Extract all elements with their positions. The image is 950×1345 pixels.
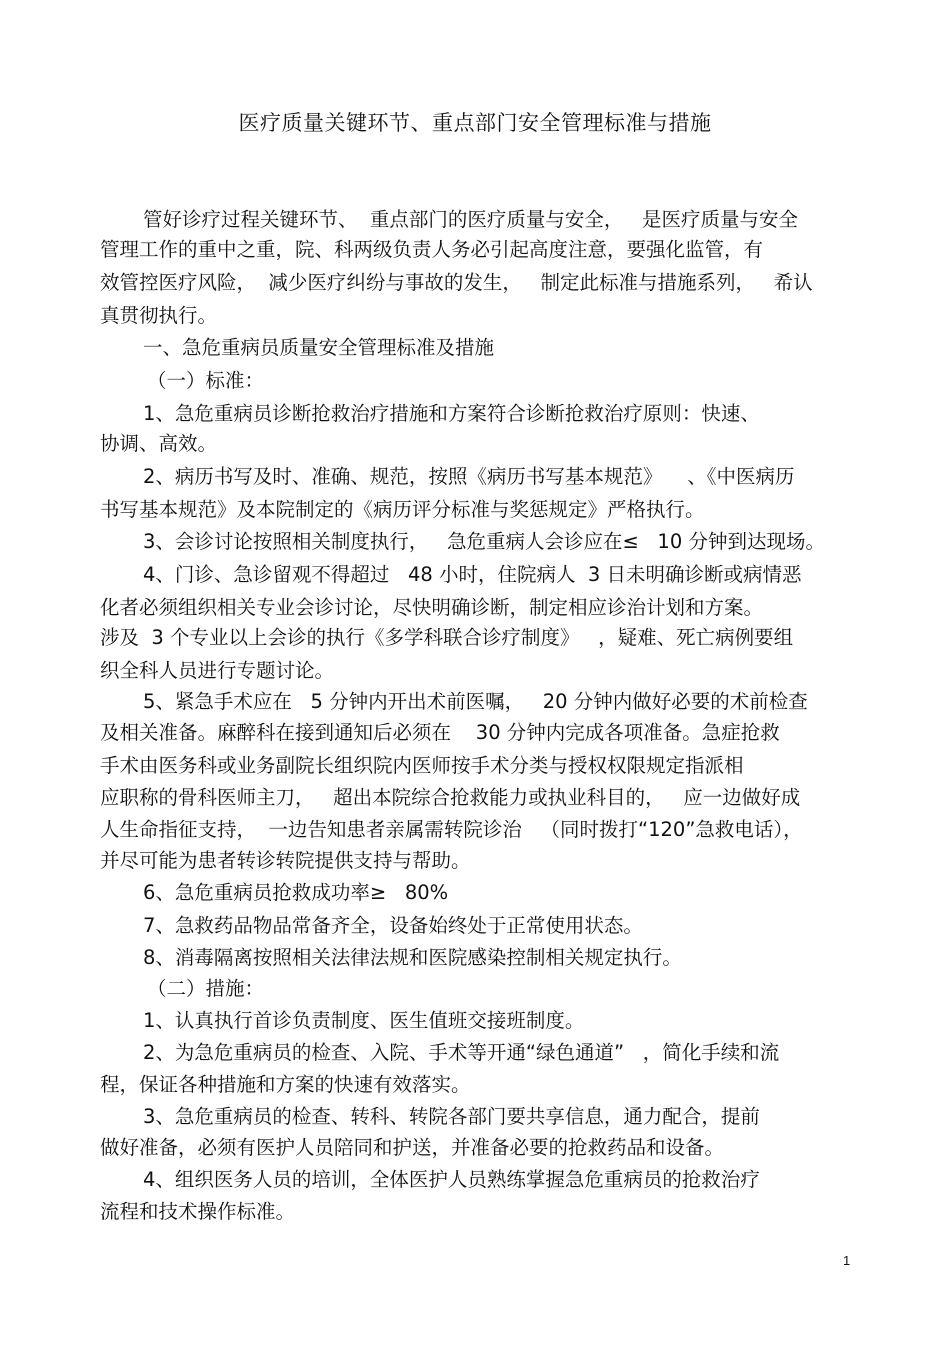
list-item-continuation: 程，保证各种措施和方案的快速有效落实。 — [100, 1073, 471, 1096]
list-item: 5、紧急手术应在 5 分钟内开出术前医嘱， 20 分钟内做好必要的术前检查 — [143, 690, 808, 713]
list-item-continuation: 手术由医务科或业务副院长组织院内医师按手术分类与授权权限规定指派相 — [100, 754, 744, 777]
page-number: 1 — [843, 1253, 851, 1268]
list-item-continuation: 及相关准备。麻醉科在接到通知后必须在 30 分钟内完成各项准备。急症抢救 — [100, 721, 780, 744]
list-item-continuation: 化者必须组织相关专业会诊讨论，尽快明确诊断，制定相应诊治计划和方案。 — [100, 596, 764, 619]
list-item-continuation: 并尽可能为患者转诊转院提供支持与帮助。 — [100, 849, 471, 872]
paragraph-line: 真贯彻执行。 — [100, 304, 218, 327]
list-item: 6、急危重病员抢救成功率≥ 80% — [143, 881, 449, 904]
list-item-continuation: 协调、高效。 — [100, 432, 218, 455]
list-item: 8、消毒隔离按照相关法律法规和医院感染控制相关规定执行。 — [143, 946, 682, 969]
list-item-continuation: 流程和技术操作标准。 — [100, 1200, 296, 1223]
list-item: 1、认真执行首诊负责制度、医生值班交接班制度。 — [143, 1009, 585, 1032]
list-item-continuation: 涉及 3 个专业以上会诊的执行《多学科联合诊疗制度》 ，疑难、死亡病例要组 — [100, 626, 794, 649]
section-heading: 一、急危重病员质量安全管理标准及措施 — [143, 336, 495, 359]
subsection-heading: （二）措施： — [147, 977, 265, 1000]
list-item: 3、急危重病员的检查、转科、转院各部门要共享信息，通力配合，提前 — [143, 1105, 760, 1128]
document-title: 医疗质量关键环节、重点部门安全管理标准与措施 — [238, 111, 712, 135]
list-item: 4、门诊、急诊留观不得超过 48 小时，住院病人 3 日未明确诊断或病情恶 — [143, 563, 802, 586]
list-item-continuation: 应职称的骨科医师主刀， 超出本院综合抢救能力或执业科目的， 应一边做好成 — [100, 786, 801, 809]
list-item-continuation: 织全科人员进行专题讨论。 — [100, 659, 335, 682]
list-item-continuation: 书写基本规范》及本院制定的《病历评分标准与奖惩规定》严格执行。 — [100, 498, 705, 521]
list-item-continuation: 人生命指征支持， 一边告知患者亲属需转院诊治 （同时拨打“120”急救电话）， — [100, 818, 803, 841]
list-item: 7、急救药品物品常备齐全，设备始终处于正常使用状态。 — [143, 914, 643, 937]
list-item: 1、急危重病员诊断抢救治疗措施和方案符合诊断抢救治疗原则：快速、 — [143, 402, 760, 425]
list-item-continuation: 做好准备，必须有医护人员陪同和护送，并准备必要的抢救药品和设备。 — [100, 1136, 725, 1159]
subsection-heading: （一）标准： — [147, 369, 265, 392]
list-item: 4、组织医务人员的培训，全体医护人员熟练掌握急危重病员的抢救治疗 — [143, 1168, 760, 1191]
list-item: 2、病历书写及时、准确、规范，按照《病历书写基本规范》 、《中医病历 — [143, 465, 795, 488]
list-item: 2、为急危重病员的检查、入院、手术等开通“绿色通道” ，简化手续和流 — [143, 1041, 780, 1064]
paragraph-line: 效管控医疗风险， 减少医疗纠纷与事故的发生， 制定此标准与措施系列， 希认 — [100, 271, 813, 294]
paragraph-line: 管理工作的重中之重，院、科两级负责人务必引起高度注意，要强化监管，有 — [100, 238, 764, 261]
list-item: 3、会诊讨论按照相关制度执行， 急危重病人会诊应在≤ 10 分钟到达现场。 — [143, 530, 825, 553]
paragraph-line: 管好诊疗过程关键环节、 重点部门的医疗质量与安全， 是医疗质量与安全 — [143, 208, 798, 231]
